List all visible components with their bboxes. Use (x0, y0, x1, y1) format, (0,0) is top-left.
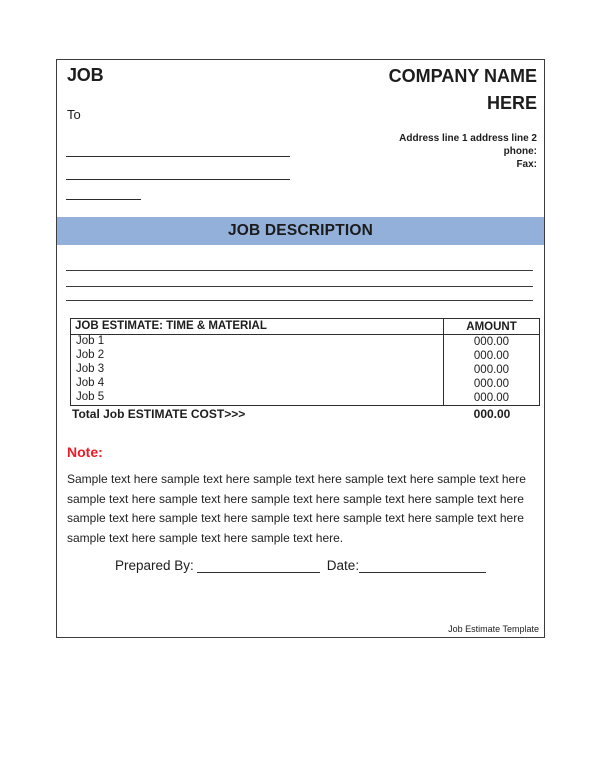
note-heading: Note: (67, 444, 103, 460)
total-label: Total Job ESTIMATE COST>>> (72, 407, 246, 421)
job-description-banner: JOB DESCRIPTION (57, 217, 544, 245)
phone-label: phone: (503, 146, 537, 157)
prepared-by-line (197, 559, 320, 573)
job-amount: 000.00 (473, 335, 510, 348)
date-line (359, 559, 486, 573)
amount-col-header: AMOUNT (466, 320, 517, 333)
job-label: Job 5 (71, 391, 444, 405)
document-page (56, 59, 545, 638)
description-fill-line-1 (66, 270, 533, 271)
prepared-by-label: Prepared By: (115, 558, 194, 573)
description-fill-line-2 (66, 286, 533, 287)
template-footer: Job Estimate Template (448, 624, 539, 634)
recipient-fill-line-3 (66, 199, 141, 200)
job-heading: JOB (67, 65, 104, 85)
recipient-fill-line-2 (66, 179, 290, 180)
to-label: To (67, 107, 81, 122)
job-amount: 000.00 (473, 391, 510, 404)
job-label: Job 1 (71, 335, 444, 349)
estimate-total-row (70, 407, 540, 421)
note-paragraph: Sample text here sample text here sample text here sample text here sample text here sample text here sample text here sample text here sample text here sample text here sample text here sample text here sample text here sample text here sample text here sample text here sample text here sample text here. (67, 472, 526, 545)
job-label: Job 2 (71, 349, 444, 363)
estimate-table (70, 318, 540, 406)
table-row (71, 335, 539, 349)
job-label: Job 4 (71, 377, 444, 391)
job-amount: 000.00 (473, 377, 510, 390)
recipient-fill-line-1 (66, 156, 290, 157)
table-row (71, 349, 539, 363)
estimate-table-header (70, 318, 540, 335)
signature-row (115, 556, 486, 573)
table-row (71, 391, 539, 405)
estimate-table-body (70, 335, 540, 406)
company-contact-block (399, 132, 537, 171)
date-label: Date: (326, 558, 360, 573)
total-amount: 000.00 (473, 407, 511, 421)
job-label: Job 3 (71, 363, 444, 377)
company-name: COMPANY NAME HERE (388, 66, 537, 113)
table-row (71, 363, 539, 377)
job-amount: 000.00 (473, 349, 510, 362)
table-row (71, 377, 539, 391)
description-fill-line-3 (66, 300, 533, 301)
fax-label: Fax: (516, 159, 537, 170)
job-amount: 000.00 (473, 363, 510, 376)
address-line: Address line 1 address line 2 (399, 133, 537, 144)
estimate-col-header: JOB ESTIMATE: TIME & MATERIAL (71, 319, 444, 334)
